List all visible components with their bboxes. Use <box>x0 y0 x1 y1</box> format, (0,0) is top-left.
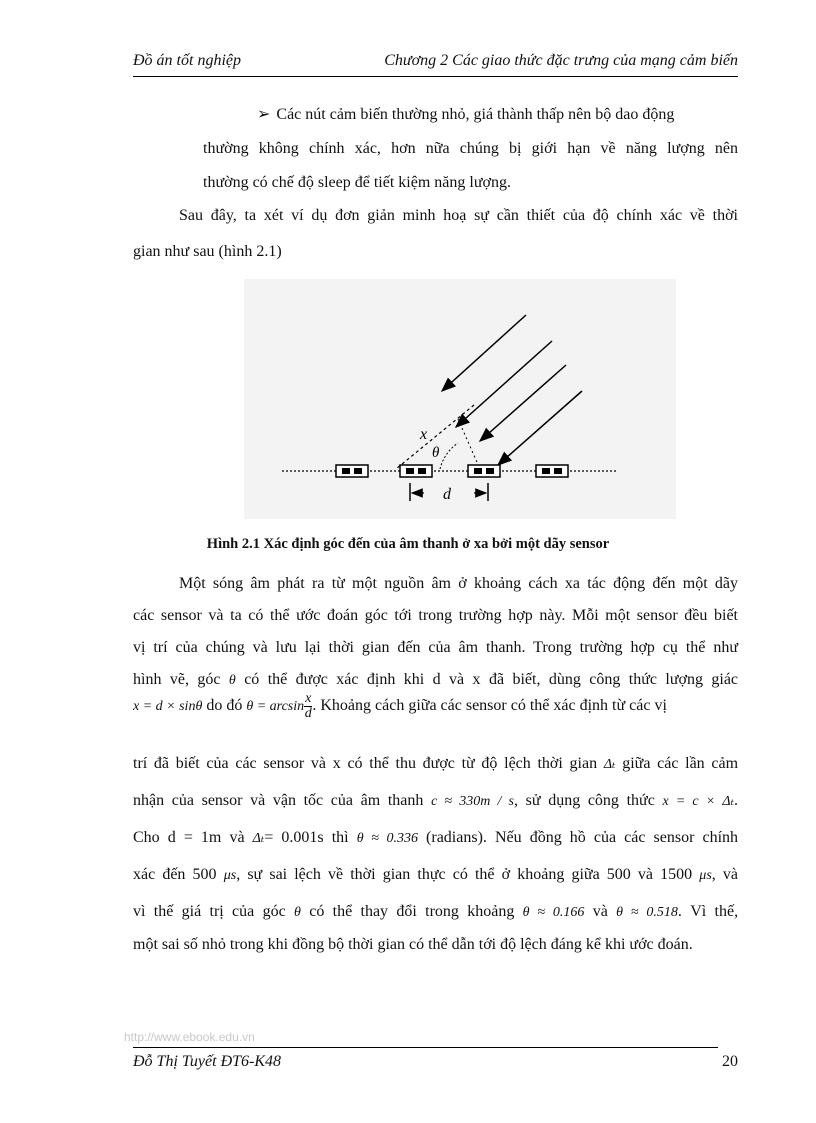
arrow-bullet-icon: ➢ <box>257 106 271 123</box>
para2-line-8: Cho d = 1m và Δₜ= 0.001s thì θ ≈ 0.336 (radians). Nếu đồng hồ của các sensor chính <box>133 829 739 846</box>
sensor-node-2 <box>400 465 432 477</box>
para2-line-4: hình vẽ, góc θ có thể được xác định khi d và x đã biết, dùng công thức lượng giác <box>133 671 739 688</box>
header-left: Đồ án tốt nghiệp <box>133 52 241 69</box>
paragraph-2 <box>133 568 738 697</box>
para2-line-9: xác đến 500 μs, sự sai lệch về thời gian thực có thể ở khoảng giữa 500 và 1500 μs, và <box>133 866 739 883</box>
para2-line-10: vì thế giá trị của góc θ có thể thay đổi trong khoảng θ ≈ 0.166 và θ ≈ 0.518. Vì thế, <box>133 903 739 920</box>
header-right: Chương 2 Các giao thức đặc trưng của mạng cảm biến <box>384 52 738 69</box>
footer-rule <box>133 1047 718 1048</box>
para2-line-5: x = d × sinθ do đó θ = arcsin $\frac{x}{d}$ . Khoảng cách giữa các sensor có thể xác định từ các vị <box>133 691 667 721</box>
para2-line-1: Một sóng âm phát ra từ một nguồn âm ở khoảng cách xa tác động đến một dãy <box>179 575 738 592</box>
paragraph-2-cont <box>133 748 738 961</box>
page-number: 20 <box>722 1053 738 1070</box>
label-theta: θ <box>432 445 440 461</box>
footer-author: Đỗ Thị Tuyết ĐT6-K48 <box>133 1053 282 1070</box>
label-x: x <box>420 426 428 443</box>
formula-x-dsin: x = d × sinθ <box>133 699 203 715</box>
paragraph-1 <box>133 200 738 268</box>
para1-line-1: Sau đây, ta xét ví dụ đơn giản minh hoạ sự cần thiết của độ chính xác về thời <box>179 207 738 224</box>
bullet-line-2: thường không chính xác, hơn nữa chúng bị giới hạn về năng lượng nên <box>203 140 738 157</box>
para1-line-2: gian như sau (hình 2.1) <box>133 243 282 260</box>
sensor-node-1 <box>336 465 368 477</box>
bullet-line-1: ➢ Các nút cảm biến thường nhỏ, giá thành thấp nên bộ dao động <box>203 98 738 132</box>
para2-line-7: nhận của sensor và vận tốc của âm thanh c ≈ 330m / s, sử dụng công thức x = c × Δₜ. <box>133 792 739 809</box>
figure-sensor-array <box>244 279 676 519</box>
wave-arrow-4 <box>498 391 582 465</box>
wave-arrow-1 <box>442 315 526 391</box>
watermark-url: http://www.ebook.edu.vn <box>124 1030 255 1044</box>
para2-line-11: một sai số nhỏ trong khi đồng bộ thời gian có thể dẫn tới độ lệch đáng kể khi ước đoán. <box>133 936 693 953</box>
para2-line-3: vị trí của chúng và lưu lại thời gian đến của âm thanh. Trong trường hợp cụ thể như <box>133 639 738 656</box>
bullet-line-3: thường có chế độ sleep để tiết kiệm năng lượng. <box>203 174 511 191</box>
page-header <box>133 50 738 77</box>
wave-arrow-2 <box>456 341 552 427</box>
para2-line-6: trí đã biết của các sensor và x có thể thu được từ độ lệch thời gian Δₜ giữa các lần cảm <box>133 755 739 772</box>
wave-arrow-3 <box>480 365 566 441</box>
sensor-node-4 <box>536 465 568 477</box>
para2-line-2: các sensor và ta có thể ước đoán góc tới trong trường hợp này. Mỗi một sensor đều biết <box>133 607 738 624</box>
label-d: d <box>443 486 451 503</box>
sensor-node-3 <box>468 465 500 477</box>
sensor-diagram <box>244 279 676 519</box>
bullet-paragraph <box>203 98 738 200</box>
dashed-projection <box>458 419 480 469</box>
figure-caption: Hình 2.1 Xác định góc đến của âm thanh ở xa bởi một dãy sensor <box>206 536 610 552</box>
fraction-x-over-d: $\frac{x}{d}$ <box>304 691 312 721</box>
angle-arc <box>440 443 458 469</box>
